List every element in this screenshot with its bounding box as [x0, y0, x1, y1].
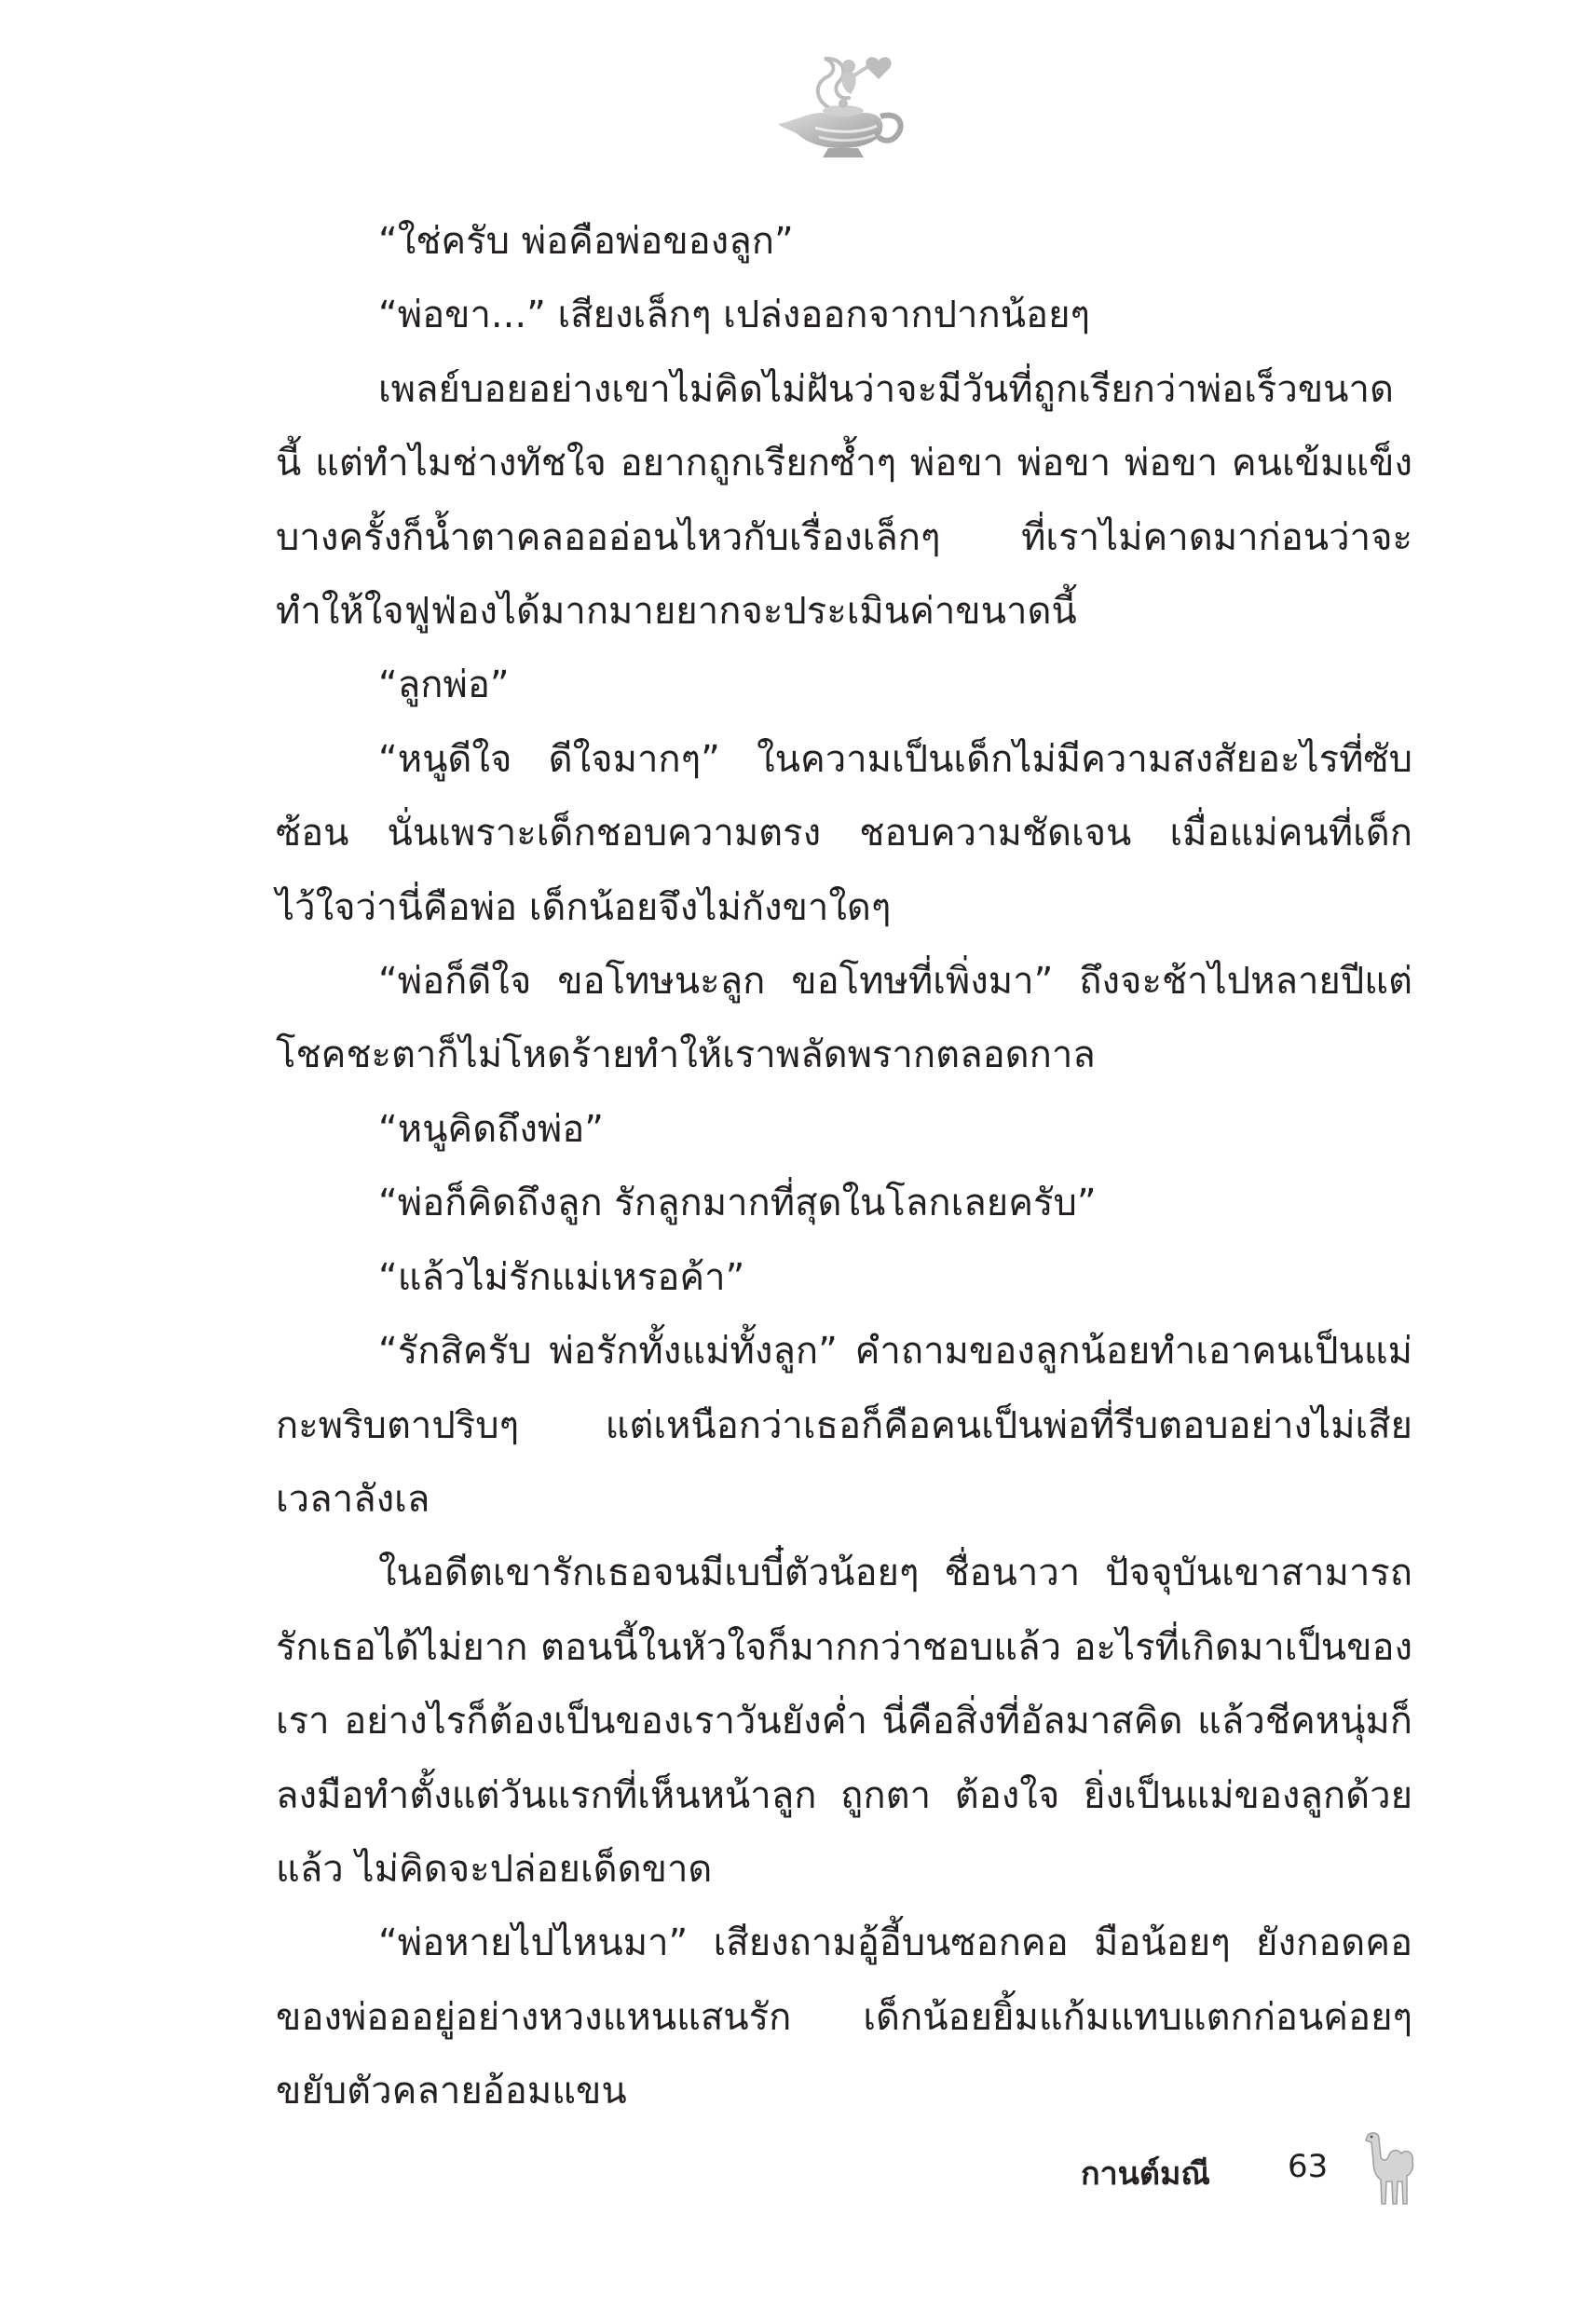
- camel-icon: [1360, 2129, 1420, 2209]
- paragraph: “ลูกพ่อ”: [378, 663, 510, 707]
- paragraph: “แล้วไม่รักแม่เหรอค้า”: [378, 1255, 745, 1299]
- body-text: [276, 205, 1412, 2129]
- page-footer: [1081, 2129, 1416, 2213]
- paragraph: ในอดีตเขารักเธอจนมีเบบี๋ตัวน้อยๆ ชื่อนาวา ปัจจุบันเขาสามารถรักเธอได้ไม่ยาก ตอนนี้ในหัวใจก็มากกว่าชอบแล้ว อะไรที่เกิดมาเป็นของเรา อย่างไรก็ต้องเป็นของเราวันยังค่ำ นี่คือสิ่งที่อัลมาสคิด แล้วชีคหนุ่มก็ลงมือทำตั้งแต่วันแรกที่เห็นหน้าลูก ถูกตา ต้องใจ ยิ่งเป็นแม่ของลูกด้วยแล้ว ไม่คิดจะปล่อยเด็ดขาด: [276, 1552, 1412, 1891]
- page-number: 63: [1288, 2148, 1329, 2185]
- book-title: กานต์มณี: [1081, 2155, 1210, 2193]
- paragraph: “หนูดีใจ ดีใจมากๆ” ในความเป็นเด็กไม่มีความสงสัยอะไรที่ซับซ้อน นั่นเพราะเด็กชอบความตรง ชอบความชัดเจน เมื่อแม่คนที่เด็กไว้ใจว่านี่คือพ่อ เด็กน้อยจึงไม่กังขาใดๆ: [276, 737, 1412, 929]
- paragraph: เพลย์บอยอย่างเขาไม่คิดไม่ฝันว่าจะมีวันที่ถูกเรียกว่าพ่อเร็วขนาดนี้ แต่ทำไมช่างทัชใจ อยากถูกเรียกซ้ำๆ พ่อขา พ่อขา พ่อขา คนเข้มแข็งบางครั้งก็น้ำตาคลอออ่อนไหวกับเรื่องเล็กๆ ที่เราไม่คาดมาก่อนว่าจะทำให้ใจฟูฟ่องได้มากมายยากจะประเมินค่าขนาดนี้: [276, 367, 1412, 634]
- genie-lamp-icon: [759, 51, 918, 163]
- paragraph: “รักสิครับ พ่อรักทั้งแม่ทั้งลูก” คำถามของลูกน้อยทำเอาคนเป็นแม่กะพริบตาปริบๆ แต่เหนือกว่าเธอก็คือคนเป็นพ่อที่รีบตอบอย่างไม่เสียเวลาลังเล: [276, 1330, 1412, 1521]
- paragraph: “พ่อหายไปไหนมา” เสียงถามอู้อี้บนซอกคอ มือน้อยๆ ยังกอดคอของพ่อออยู่อย่างหวงแหนแสนรัก เด็กน้อยยิ้มแก้มแทบแตกก่อนค่อยๆ ขยับตัวคลายอ้อมแขน: [276, 1921, 1412, 2113]
- paragraph: “ใช่ครับ พ่อคือพ่อของลูก”: [378, 220, 794, 263]
- paragraph: “พ่อขา...” เสียงเล็กๆ เปล่งออกจากปากน้อยๆ: [378, 294, 1091, 337]
- paragraph: “พ่อก็ดีใจ ขอโทษนะลูก ขอโทษที่เพิ่งมา” ถึงจะช้าไปหลายปีแต่โชคชะตาก็ไม่โหดร้ายทำให้เราพลัดพรากตลอดกาล: [276, 960, 1412, 1077]
- paragraph: “พ่อก็คิดถึงลูก รักลูกมากที่สุดในโลกเลยครับ”: [378, 1182, 1097, 1225]
- paragraph: “หนูคิดถึงพ่อ”: [378, 1107, 605, 1151]
